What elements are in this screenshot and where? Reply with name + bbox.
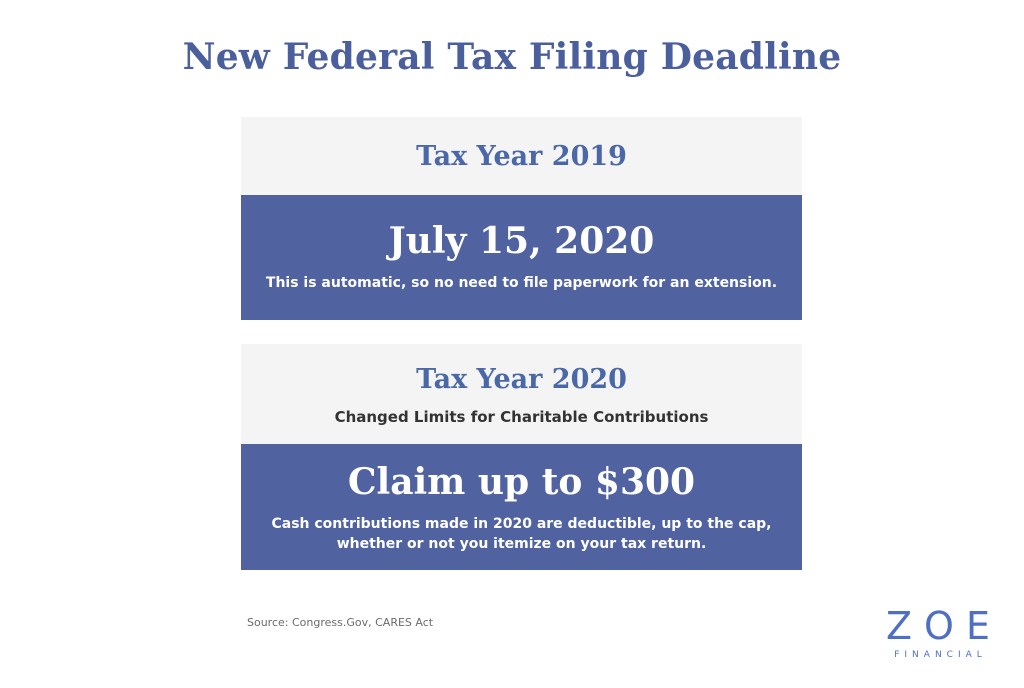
card-header	[241, 344, 802, 444]
card-description	[241, 273, 802, 293]
card-body	[241, 444, 802, 570]
tax-year-2020-card	[241, 344, 802, 570]
card-subheading: Changed Limits for Charitable Contributions	[334, 408, 709, 426]
description-line: whether or not you itemize on your tax return.	[336, 536, 707, 552]
card-description	[241, 514, 802, 554]
description-line: This is automatic, so no need to file paperwork for an extension.	[265, 275, 778, 291]
zoe-financial-logo	[872, 606, 1004, 660]
card-header	[241, 117, 802, 195]
logo-tagline: FINANCIAL	[894, 650, 987, 660]
source-note: Source: Congress.Gov, CARES Act	[247, 616, 434, 629]
page-title: New Federal Tax Filing Deadline	[182, 36, 842, 78]
description-line: Cash contributions made in 2020 are deductible, up to the cap,	[271, 516, 772, 532]
deadline-date: July 15, 2020	[388, 220, 655, 262]
tax-year-label: Tax Year 2020	[416, 364, 627, 395]
logo-wordmark: ZOE	[886, 604, 1002, 648]
claim-amount: Claim up to $300	[347, 461, 696, 503]
tax-year-2019-card	[241, 117, 802, 320]
card-body	[241, 195, 802, 320]
tax-year-label: Tax Year 2019	[416, 141, 627, 172]
